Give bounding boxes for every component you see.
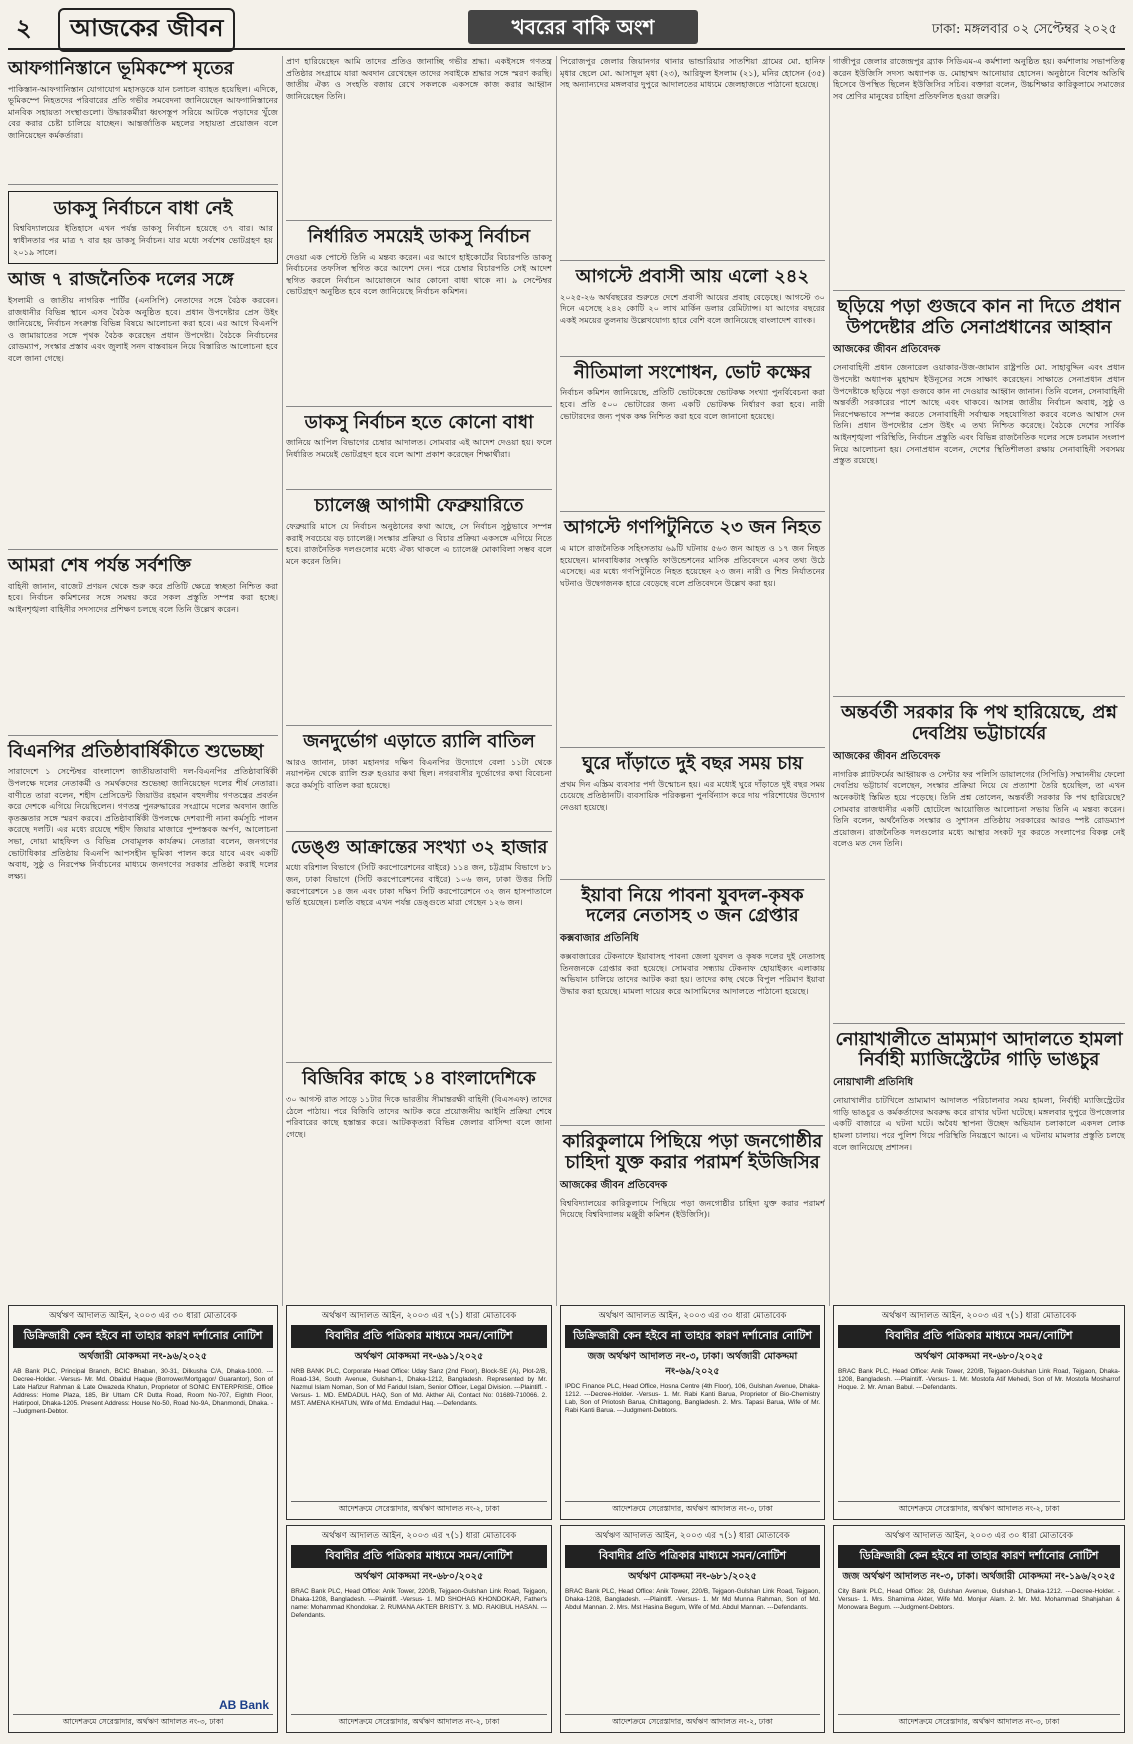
column-3: [560, 56, 825, 1256]
notice-footer: আদেশক্রমে সেরেস্তাদার, অর্থঋণ আদালত নং-৩, ঢাকা: [13, 1714, 273, 1729]
notice-case-number: অর্থঋণ মোকদ্দমা নং-৬৯১/২০২৫: [354, 1351, 484, 1362]
story-continued: [286, 56, 552, 221]
column-2: [286, 56, 552, 1284]
story-rally-cancelled: [286, 732, 552, 832]
story-earthquake: [8, 59, 278, 185]
notice-title: বিবাদীর প্রতি পত্রিকার মাধ্যমে সমন/নোটিশ: [838, 1325, 1120, 1348]
newspaper-name: আজকের জীবন: [58, 8, 235, 52]
notice-footer: আদেশক্রমে সেরেস্তাদার, অর্থঋণ আদালত নং-২, ঢাকা: [838, 1501, 1120, 1516]
notice-body: AB Bank PLC, Principal Branch, BCIC Bhaban, 30-31, Dilkusha C/A, Dhaka-1000. ---Decree-Holder. -Versus- Mr. Md. Obaidul Haque (Borrower/Mortgagor/ Guarantor), Son of Late Hafizur Rahman & Late Owazeda Khatun, Proprietor of SONIC ENTERPRISE, Office Address: Home Plaza, 185, Bir Uttam CR Dutta Road, Room No-707, Eighth Floor, Hatirpool, Dhaka-1205. Present Address: House No-50, Road No-9A, Dhanmondi, Dhaka. ---Judgment-Debtor.: [13, 1368, 273, 1415]
legal-notice: [286, 1305, 552, 1520]
notice-footer: আদেশক্রমে সেরেস্তাদার, অর্থঋণ আদালত নং-৩, ঢাকা: [838, 1714, 1120, 1729]
story-body: ফেব্রুয়ারি মাসে যে নির্বাচন অনুষ্ঠানের কথা আছে, সে নির্বাচন সুষ্ঠুভাবে সম্পন্ন করাই সবচেয়ে বড় চ্যালেঞ্জ। সংস্কার প্রক্রিয়া ও বিচার প্রক্রিয়া একসঙ্গে এগিয়ে নিতে হবে। রাজনৈতিক দলগুলোর মধ্যে ঐক্য থাকলে এ চ্যালেঞ্জ মোকাবিলা সম্ভব বলে মনে করেন তিনি।: [286, 521, 552, 566]
legal-notice: [560, 1525, 825, 1733]
notice-law-reference: অর্থঋণ আদালত আইন, ২০০৩ এর ৭(১) ধারা মোতাবেক: [881, 1311, 1077, 1321]
story-body: প্রথম দিন এস্ক্রিম ব্যবসার পর্দা উন্মোচন হয়। এর মধ্যেই ঘুরে দাঁড়াতে দুই বছর সময় চেয়েছে প্রতিষ্ঠানটি। ব্যবসায়িক পরিকল্পনা পুনর্বিন্যাস করে দায় পরিশোধের উদ্যোগ নেওয়া হয়েছে।: [560, 778, 825, 812]
headline: আগস্টে গণপিটুনিতে ২৩ জন নিহত: [563, 517, 822, 539]
headline: আগস্টে প্রবাসী আয় এলো ২৪২: [575, 266, 810, 287]
notice-law-reference: অর্থঋণ আদালত আইন, ২০০৩ এর ৭(১) ধারা মোতাবেক: [321, 1311, 517, 1321]
story-body: গাজীপুর জেলার রাজেন্দ্রপুর ব্র্যাক সিডিএম-এ কর্মশালা অনুষ্ঠিত হয়। কর্মশালায় সভাপতিত্ব করেন ইউজিসি সদস্য অধ্যাপক ড. মোহাম্মদ আনোয়ার হোসেন। অনুষ্ঠানে বিশেষ অতিথি হিসেবে উপস্থিত ছিলেন ইউজিসির সচিব। বক্তারা বলেন, উচ্চশিক্ষার কারিকুলামে সমাজের সব শ্রেণির মানুষের চাহিদা প্রতিফলিত হওয়া জরুরি।: [833, 56, 1125, 101]
legal-notice: [833, 1525, 1125, 1733]
byline: আজকের জীবন প্রতিবেদক: [833, 344, 941, 356]
story-body: ২০২৫-২৬ অর্থবছরের শুরুতে দেশে প্রবাসী আয়ের প্রবাহ বেড়েছে। আগস্টে ৩০ দিনে এসেছে ২৪২ কোটি ২০ লাখ মার্কিন ডলার রেমিট্যান্স। যা আগের বছরের একই সময়ের তুলনায় উল্লেখযোগ্য হারে বেশি বলে জানিয়েছে বাংলাদেশ ব্যাংক।: [560, 291, 825, 325]
headline: ডাকসু নির্বাচন হতে কোনো বাধা: [304, 411, 534, 433]
headline: কারিকুলামে পিছিয়ে পড়া জনগোষ্ঠীর চাহিদা যুক্ত করার পরামর্শ ইউজিসির: [562, 1131, 823, 1173]
story-body: ইসলামী ও জাতীয় নাগরিক পার্টির (এনসিপি) নেতাদের সঙ্গে বৈঠক করবেন। রাজধানীর বিভিন্ন স্থানে এসব বৈঠক অনুষ্ঠিত হবে। প্রধান উপদেষ্টার প্রেস উইং জানিয়েছে, নির্বাচন সংক্রান্ত বিভিন্ন বিষয়ে আলোচনা করা হবে। এর আগে বিএনপি ও জামায়াতের সঙ্গে পৃথক বৈঠক করেছেন প্রধান উপদেষ্টা। বৈঠকে নির্বাচনের রোডম্যাপ, সংস্কার প্রস্তাব এবং জুলাই সনদ বাস্তবায়ন নিয়ে বিস্তারিত আলোচনা হবে বলে জানা গেছে।: [8, 295, 278, 364]
headline: নীতিমালা সংশোধন, ভোট কক্ষের: [573, 361, 812, 383]
legal-notice: [8, 1305, 278, 1733]
notice-case-number: জজ অর্থঋণ আদালত নং-৩, ঢাকা। অর্থজারী মোকদ্দমা নং-৬৯/২০২৫: [587, 1351, 798, 1377]
story-body: নির্বাচন কমিশন জানিয়েছে, প্রতিটি ভোটকেন্দ্রে ভোটকক্ষ সংখ্যা পুনর্বিবেচনা করা হবে। প্রতি ৫০০ ভোটারের জন্য একটি ভোটকক্ষ নির্ধারণ করা হবে। নারী ভোটারদের জন্য পৃথক কক্ষ নিশ্চিত করা হবে বলে জানানো হয়েছে।: [560, 387, 825, 421]
story-ducsu-no-barrier: [286, 413, 552, 491]
headline: বিএনপির প্রতিষ্ঠাবার্ষিকীতে শুভেচ্ছা: [8, 740, 264, 762]
notice-body: BRAC Bank PLC, Head Office: Anik Tower, 220/B, Tejgaon-Gulshan Link Road, Tejgaon, Dhaka-1208, Bangladesh. ---Plaintiff. -Versus- 1. Mr Md Munna Rahman, Son of Md. Abdul Mannan. 2. Mrs. Mst Hasina Begum, Wife of Md. Abdul Mannan. ---Defendants.: [565, 1588, 820, 1611]
notice-footer: আদেশক্রমে সেরেস্তাদার, অর্থঋণ আদালত নং-৩, ঢাকা: [565, 1501, 820, 1516]
headline: ইয়াবা নিয়ে পাবনা যুবদল-কৃষক দলের নেতাসহ ৩ জন গ্রেপ্তার: [581, 884, 804, 927]
byline: আজকের জীবন প্রতিবেদক: [833, 750, 941, 762]
ab-bank-logo: AB Bank: [218, 1698, 269, 1712]
notice-title: বিবাদীর প্রতি পত্রিকার মাধ্যমে সমন/নোটিশ: [565, 1545, 820, 1568]
story-two-years: [560, 754, 825, 880]
notice-case-number: অর্থজারী মোকদ্দমা নং-৯৬/২০২৫: [79, 1351, 207, 1362]
story-body: মধ্যে বরিশাল বিভাগে (সিটি করপোরেশনের বাইরে) ১১৪ জন, চট্টগ্রাম বিভাগে ৮১ জন, ঢাকা বিভাগে (সিটি করপোরেশনের বাইরে) ১০৬ জন, ঢাকা উত্তর সিটি করপোরেশনে ১৪ জন এবং ঢাকা দক্ষিণ সিটি করপোরেশনে ৩২ জন হাসপাতালে ভর্তি হয়েছেন। চলতি বছরে এখন পর্যন্ত ডেঙ্গুতে মারা গেছেন ১২৬ জন।: [286, 862, 552, 908]
story-body: সেনাবাহিনী প্রধান জেনারেল ওয়াকার-উজ-জামান রাষ্ট্রপতি মো. সাহাবুদ্দিন এবং প্রধান উপদেষ্টা অধ্যাপক মুহাম্মদ ইউনূসের সঙ্গে সাক্ষাৎ করেছেন। সাক্ষাতে সেনাপ্রধান প্রধান উপদেষ্টাকে ছড়িয়ে পড়া গুজবে কান না দেওয়ার আহ্বান জানান। তিনি বলেন, সেনাবাহিনী অন্তর্বর্তী সরকারের পাশে আছে এবং থাকবে। আসন্ন জাতীয় নির্বাচন অবাধ, সুষ্ঠু ও নিরপেক্ষভাবে সম্পন্ন করতে সেনাবাহিনী সর্বাত্মক সহযোগিতা করবে বলেও আশ্বাস দেন তিনি। প্রধান উপদেষ্টার প্রেস উইং এ তথ্য নিশ্চিত করেছে। বৈঠকে দেশের সার্বিক আইনশৃঙ্খলা পরিস্থিতি, নির্বাচন প্রস্তুতি এবং বিভিন্ন রাজনৈতিক দলের সঙ্গে চলমান সংলাপ নিয়ে আলোচনা হয়। সেনাপ্রধান বলেন, দেশের স্থিতিশীলতা রক্ষায় সেনাবাহিনী সবসময় প্রস্তুত রয়েছে।: [833, 362, 1125, 466]
byline: আজকের জীবন প্রতিবেদক: [560, 1179, 668, 1191]
story-body: পিরোজপুর জেলার জিয়ানগর থানার ভান্ডারিয়ার সাতশিয়া গ্রামের মো. হানিফ মৃধার ছেলে মো. আসাদুল মৃধা (২৩), আরিফুল ইসলাম (২১), মনির হোসেন (৩৫) সহ অন্যান্যদের মঙ্গলবার দুপুরে আদালতের মাধ্যমে জেলহাজতে পাঠানো হয়েছে।: [560, 56, 825, 90]
legal-notice: [286, 1525, 552, 1733]
notice-title: বিবাদীর প্রতি পত্রিকার মাধ্যমে সমন/নোটিশ: [291, 1325, 547, 1348]
page-number: ২: [16, 13, 32, 42]
story-body: আরও জানান, ঢাকা মহানগর দক্ষিণ বিএনপির উদ্যোগে বেলা ১১টা থেকে নয়াপল্টন থেকে র‍্যালি শুরু হওয়ার কথা ছিল। নগরবাসীর দুর্ভোগের কথা বিবেচনা করে কর্মসূচি বাতিল করা হয়েছে।: [286, 756, 552, 790]
notice-law-reference: অর্থঋণ আদালত আইন, ২০০৩ এর ৭(১) ধারা মোতাবেক: [321, 1531, 517, 1541]
notice-footer: আদেশক্রমে সেরেস্তাদার, অর্থঋণ আদালত নং-২, ঢাকা: [565, 1714, 820, 1729]
story-body: দেওয়া এক পোস্টে তিনি এ মন্তব্য করেন। এর আগে হাইকোর্টের বিচারপতি ডাকসু নির্বাচনের তফসিল স্থগিত করে আদেশ দেন। পরে চেম্বার বিচারপতি সেই আদেশ স্থগিত করলে নির্বাচন আয়োজনে আর কোনো বাধা থাকে না। ৯ সেপ্টেম্বর ভোটগ্রহণ অনুষ্ঠিত হবে বলে জানিয়েছে নির্বাচন কমিশন।: [286, 251, 552, 297]
story-continued: [833, 56, 1125, 291]
legal-notice: [833, 1305, 1125, 1520]
story-body: বিশ্ববিদ্যালয়ের কারিকুলামে পিছিয়ে পড়া জনগোষ্ঠীর চাহিদা যুক্ত করার পরামর্শ দিয়েছে বিশ্ববিদ্যালয় মঞ্জুরী কমিশন (ইউজিসি)।: [560, 1197, 825, 1220]
notice-law-reference: অর্থঋণ আদালত আইন, ২০০৩ এর ৭(১) ধারা মোতাবেক: [595, 1531, 790, 1541]
story-dengue: [286, 838, 552, 1064]
story-body: এ মাসে রাজনৈতিক সহিংসতায় ৬৯টি ঘটনায় ৫৬৩ জন আহত ও ১৭ জন নিহত হয়েছেন। মানবাধিকার সংস্কৃতি ফাউন্ডেশনের মাসিক প্রতিবেদনে এসব তথ্য উঠে এসেছে। এর মধ্যে গণপিটুনিতে নিহত হয়েছেন ২৩ জন। নারী ও শিশু নির্যাতনের ঘটনাও উদ্বেগজনক হারে বেড়েছে বলে প্রতিবেদনে উল্লেখ করা হয়।: [560, 543, 825, 588]
story-7-parties: [8, 270, 278, 550]
notice-title: বিবাদীর প্রতি পত্রিকার মাধ্যমে সমন/নোটিশ: [291, 1545, 547, 1568]
story-body: ৩০ আগস্ট রাত সাড়ে ১১টার দিকে ভারতীয় সীমান্তরক্ষী বাহিনী (বিএসএফ) তাদের ঠেলে পাঠায়। পরে বিজিবি তাদের আটক করে প্রয়োজনীয় আইনি প্রক্রিয়া শেষে পরিবারের কাছে হস্তান্তর করে। আটককৃতরা বিভিন্ন জেলার বাসিন্দা বলে জানা গেছে।: [286, 1094, 552, 1139]
column-4: [833, 56, 1125, 1245]
notice-law-reference: অর্থঋণ আদালত আইন, ২০০৩ এর ৩০ ধারা মোতাবেক: [49, 1311, 237, 1321]
column-divider: [829, 56, 830, 1306]
notice-law-reference: অর্থঋণ আদালত আইন, ২০০৩ এর ৩০ ধারা মোতাবেক: [885, 1531, 1073, 1541]
story-ugc-curriculum: [560, 1132, 825, 1249]
story-body: নাগরিক প্ল্যাটফর্মের আহ্বায়ক ও সেন্টার ফর পলিসি ডায়ালগের (সিপিডি) সম্মাননীয় ফেলো দেবপ্রিয় ভট্টাচার্য বলেছেন, সংস্কার প্রক্রিয়া নিয়ে যে প্রত্যাশা তৈরি হয়েছিল, তা এখন অনেকটাই স্তিমিত হয়ে পড়েছে। তিনি প্রশ্ন তোলেন, অন্তর্বর্তী সরকার কি পথ হারিয়েছে? সোমবার রাজধানীর একটি হোটেলে আয়োজিত আলোচনা সভায় তিনি এ মন্তব্য করেন। তিনি বলেন, অর্থনৈতিক সংস্কার ও সুশাসন প্রতিষ্ঠায় সরকারের আরও স্পষ্ট রোডম্যাপ প্রয়োজন। রাজনৈতিক দলগুলোর মধ্যে আস্থার সংকট দূর করতে সংলাপের বিকল্প নেই বলেও মত দেন তিনি।: [833, 768, 1125, 849]
headline: ছড়িয়ে পড়া গুজবে কান না দিতে প্রধান উপদেষ্টার প্রতি সেনাপ্রধানের আহ্বান: [837, 296, 1121, 338]
notice-case-number: অর্থঋণ মোকদ্দমা নং-৬৮০/২০২৫: [914, 1351, 1044, 1362]
notice-body: City Bank PLC, Head Office: 28, Gulshan Avenue, Gulshan-1, Dhaka-1212. ---Decree-Holder. -Versus- 1. Mrs. Shamima Akter, Wife Md. Monjur Alam. 2. Mr. Md. Mohammad Shahjahan & Monowara Begum. ---Judgment-Debtors.: [838, 1588, 1120, 1611]
story-continued: [560, 56, 825, 261]
notice-case-number: জজ অর্থঋণ আদালত নং-৩, ঢাকা। অর্থজারী মোকদ্দমা নং-১৯৬/২০২৫: [842, 1571, 1116, 1582]
notice-body: IPDC Finance PLC, Head Office, Hosna Centre (4th Floor), 106, Gulshan Avenue, Dhaka-1212. ---Decree-Holder. -Versus- 1. Mr. Rabi Kanti Barua, Proprietor of Bio-Chemistry Lab, Son of Priotosh Barua, Chittagong, Bangladesh. 2. Mrs. Tapasi Barua, Wife of Mr. Rabi Kanti Barua. ---Judgment-Debtors.: [565, 1383, 820, 1414]
story-body: নোয়াখালীর চাটখিলে ভ্রাম্যমাণ আদালত পরিচালনার সময় হামলা, নির্বাহী ম্যাজিস্ট্রেটের গাড়ি ভাঙচুর ও কর্মকর্তাদের অবরুদ্ধ করে রাখার ঘটনা ঘটেছে। মঙ্গলবার দুপুরে উপজেলার একটি বাজারে এ ঘটনা ঘটে। অবৈধ স্থাপনা উচ্ছেদ অভিযান চলাকালে একদল লোক হামলা চালায়। পরে পুলিশ গিয়ে পরিস্থিতি নিয়ন্ত্রণে আনে। এ ঘটনায় মামলার প্রস্তুতি চলছে বলে জানিয়েছে প্রশাসন।: [833, 1095, 1125, 1152]
story-yaba-arrest: [560, 886, 825, 1126]
notice-title: ডিক্রিজারী কেন হইবে না তাহার কারণ দর্শানোর নোটিশ: [565, 1325, 820, 1348]
notice-case-number: অর্থঋণ মোকদ্দমা নং-৬৮০/২০২৫: [354, 1571, 484, 1582]
notice-body: NRB BANK PLC, Corporate Head Office: Uday Sanz (2nd Floor), Block-SE (A), Plot-2/B, Road-134, South Avenue, Gulshan-1, Dhaka-1212, Bangladesh. Represented by Mr. Nazmul Islam Noman, Son of Md Faridul Islam, Senior Officer, Legal Division. ---Plaintiff. -Versus- 1. MD. EMDADUL HAQ, Son of Md. Akther Ali, Contact No: 01689-710066. 2. MST. AMENA KHATUN, Wife of Md. Emdadul Haq. ---Defendants.: [291, 1368, 547, 1407]
headline: জনদুর্ভোগ এড়াতে র‍্যালি বাতিল: [303, 731, 535, 753]
byline: কক্সবাজার প্রতিনিধি: [560, 933, 639, 945]
notice-body: BRAC Bank PLC, Head Office: Anik Tower, 220/B, Tejgaon-Gulshan Link Road, Tejgaon, Dhaka-1208, Bangladesh. ---Plaintiff. -Versus- 1. Mr. Mostofa Atif Mehedi, Son of Mr. Mostofa Mosharrof Hoque. 2. Mr. Aman Babul. ---Defendants.: [838, 1368, 1120, 1391]
headline: আমরা শেষ পর্যন্ত সর্বশক্তি: [8, 555, 191, 577]
headline: চ্যালেঞ্জ আগামী ফেব্রুয়ারিতে: [314, 495, 524, 517]
dateline: ঢাকা: মঙ্গলবার ০২ সেপ্টেম্বর ২০২৫: [931, 22, 1117, 37]
story-body: প্রাণ হারিয়েছেন আমি তাদের প্রতিও জানাচ্ছি গভীর শ্রদ্ধা। একইসঙ্গে গণতন্ত্র প্রতিষ্ঠার সংগ্রামে যারা অবদান রেখেছেন তাদের সবাইকে শ্রদ্ধার সঙ্গে স্মরণ করছি। জাতীয় ঐক্য ও সংহতি বজায় রেখে সকলকে একসঙ্গে কাজ করার আহ্বান জানিয়েছেন তিনি।: [286, 56, 552, 101]
story-body: কক্সবাজারের টেকনাফে ইয়াবাসহ পাবনা জেলা যুবদল ও কৃষক দলের দুই নেতাসহ তিনজনকে গ্রেপ্তার করা হয়েছে। সোমবার সন্ধ্যায় টেকনাফ হোয়াইক্যং এলাকায় অভিযান চালিয়ে তাদের আটক করা হয়। তাদের কাছ থেকে বিপুল পরিমাণ ইয়াবা উদ্ধার করা হয়েছে। মামলা দায়ের করে আসামিদের আদালতে পাঠানো হয়েছে।: [560, 951, 825, 996]
notice-footer: আদেশক্রমে সেরেস্তাদার, অর্থঋণ আদালত নং-২, ঢাকা: [291, 1501, 547, 1516]
notice-body: BRAC Bank PLC, Head Office: Anik Tower, 220/B, Tejgaon-Gulshan Link Road, Tejgaon, Dhaka-1208, Bangladesh. ---Plaintiff. -Versus- 1. MD SHOHAG KHONDOKAR, Father's name: Mohammad Khondokar. 2. RUMANA AKTER BRISTY. 3. MD. RAKIBUL HASAN. ---Defendants.: [291, 1588, 547, 1619]
column-1: [8, 56, 278, 1316]
column-divider: [282, 56, 283, 1306]
story-voting-room-policy: [560, 363, 825, 513]
headline: আফগানিস্তানে ভূমিকম্পে মৃতের: [8, 58, 234, 79]
headline: নোয়াখালীতে ভ্রাম্যমাণ আদালতে হামলা নির্বাহী ম্যাজিস্ট্রেটের গাড়ি ভাঙচুর: [835, 1028, 1123, 1071]
story-body: বাহিনী জানান, বাজেট প্রণয়ন থেকে শুরু করে প্রতিটি ক্ষেত্রে স্বচ্ছতা নিশ্চিত করা হবে। নির্বাচন কমিশনের সঙ্গে সমন্বয় করে সকল প্রস্তুতি সম্পন্ন করা হচ্ছে। আইনশৃঙ্খলা বাহিনীর সদস্যদের প্রশিক্ষণ চলছে বলে তিনি উল্লেখ করেন।: [8, 580, 278, 614]
notice-title: ডিক্রিজারী কেন হইবে না তাহার কারণ দর্শানোর নোটিশ: [838, 1545, 1120, 1568]
headline: ডেঙ্গু আক্রান্তের সংখ্যা ৩২ হাজার: [290, 836, 548, 858]
headline: নির্ধারিত সময়েই ডাকসু নির্বাচন: [307, 226, 531, 247]
section-banner: খবরের বাকি অংশ: [468, 10, 698, 44]
story-ducsu: [8, 191, 278, 265]
headline: আজ ৭ রাজনৈতিক দলের সঙ্গে: [8, 269, 234, 291]
byline: নোয়াখালী প্রতিনিধি: [833, 1077, 914, 1089]
headline: অন্তর্বর্তী সরকার কি পথ হারিয়েছে, প্রশ্ন দেবপ্রিয় ভট্টাচার্যের: [841, 702, 1117, 745]
notice-title: ডিক্রিজারী কেন হইবে না তাহার কারণ দর্শানোর নোটিশ: [13, 1325, 273, 1348]
headline: ঘুরে দাঁড়াতে দুই বছর সময় চায়: [582, 753, 803, 775]
notice-law-reference: অর্থঋণ আদালত আইন, ২০০৩ এর ৩০ ধারা মোতাবেক: [598, 1311, 787, 1321]
story-ducsu-on-time: [286, 227, 552, 407]
story-debapriya: [833, 703, 1125, 1023]
story-body: বিশ্ববিদ্যালয়ের ইতিহাসে এখন পর্যন্ত ডাকসু নির্বাচন হয়েছে ৩৭ বার। আর স্বাধীনতার পর মাত্র ৭ বার হয় ডাকসু নির্বাচন। যার মধ্যে সর্বশেষ ভোটগ্রহণ হয় ২০১৯ সালে।: [13, 223, 273, 257]
notice-footer: আদেশক্রমে সেরেস্তাদার, অর্থঋণ আদালত নং-২, ঢাকা: [291, 1714, 547, 1729]
notice-case-number: অর্থঋণ মোকদ্দমা নং-৬৮১/২০২৫: [628, 1571, 757, 1582]
headline: বিজিবির কাছে ১৪ বাংলাদেশিকে: [302, 1068, 536, 1090]
story-body: সারাদেশে ১ সেপ্টেম্বর বাংলাদেশ জাতীয়তাবাদী দল-বিএনপির প্রতিষ্ঠাবার্ষিকী উপলক্ষে দলের নেতাকর্মী ও সমর্থকদের শুভেচ্ছা জানিয়েছেন দলের শীর্ষ নেতারা। বাণীতে তারা বলেন, শহীদ প্রেসিডেন্ট জিয়াউর রহমান বহুদলীয় গণতন্ত্রের প্রবর্তন করে দেশকে এগিয়ে নিয়েছিলেন। গণতন্ত্র পুনরুদ্ধারের সংগ্রামে দলের অবদান জাতি কৃতজ্ঞতার সঙ্গে স্মরণ করবে। প্রতিষ্ঠাবার্ষিকী উপলক্ষে দেশব্যাপী নানা কর্মসূচি পালন করেছে দলটি। এর মধ্যে রয়েছে শহীদ জিয়ার মাজারে পুষ্পস্তবক অর্পণ, আলোচনা সভা, দোয়া মাহফিল ও বিভিন্ন সেবামূলক কার্যক্রম। নেতারা বলেন, জনগণের ভোটাধিকার প্রতিষ্ঠায় বিএনপি আপসহীন ভূমিকা পালন করে যাবে এবং একটি অবাধ, সুষ্ঠু ও নিরপেক্ষ নির্বাচনের মাধ্যমে জনগণের সরকার প্রতিষ্ঠা করাই দলের লক্ষ্য।: [8, 766, 278, 881]
story-noakhali-attack: [833, 1030, 1125, 1239]
story-mob-beating: [560, 518, 825, 748]
column-divider: [556, 56, 557, 1306]
story-february-challenge: [286, 496, 552, 726]
story-bgb: [286, 1069, 552, 1278]
story-full-strength: [8, 556, 278, 736]
story-bnp-anniversary: [8, 742, 278, 1311]
story-remittance: [560, 267, 825, 357]
legal-notice: [560, 1305, 825, 1520]
story-body: জানিয়ে আপিল বিভাগের চেম্বার আদালত। সোমবার এই আদেশ দেওয়া হয়। ফলে নির্ধারিত সময়েই ভোটগ্রহণ হবে বলে আশা প্রকাশ করেছেন শিক্ষার্থীরা।: [286, 437, 552, 459]
story-body: পাকিস্তান-আফগানিস্তান যোগাযোগ মহাসড়কে যান চলাচল ব্যাহত হয়েছিল। এদিকে, ভূমিকম্পে নিহতদের পরিবারের প্রতি গভীর সমবেদনা জানিয়েছেন আফগানিস্তানের মানবিক সহায়তা সংস্থাগুলো। উদ্ধারকর্মীরা ধ্বংসস্তূপ সরিয়ে আটকে পড়াদের খুঁজে বের করার চেষ্টা চালিয়ে যাচ্ছেন। আন্তর্জাতিক মহলের সহায়তা প্রয়োজন বলে জানিয়েছেন কর্মকর্তারা।: [8, 83, 278, 141]
story-army-chief: [833, 297, 1125, 697]
headline: ডাকসু নির্বাচনে বাধা নেই: [53, 197, 233, 219]
masthead: [8, 6, 1125, 50]
